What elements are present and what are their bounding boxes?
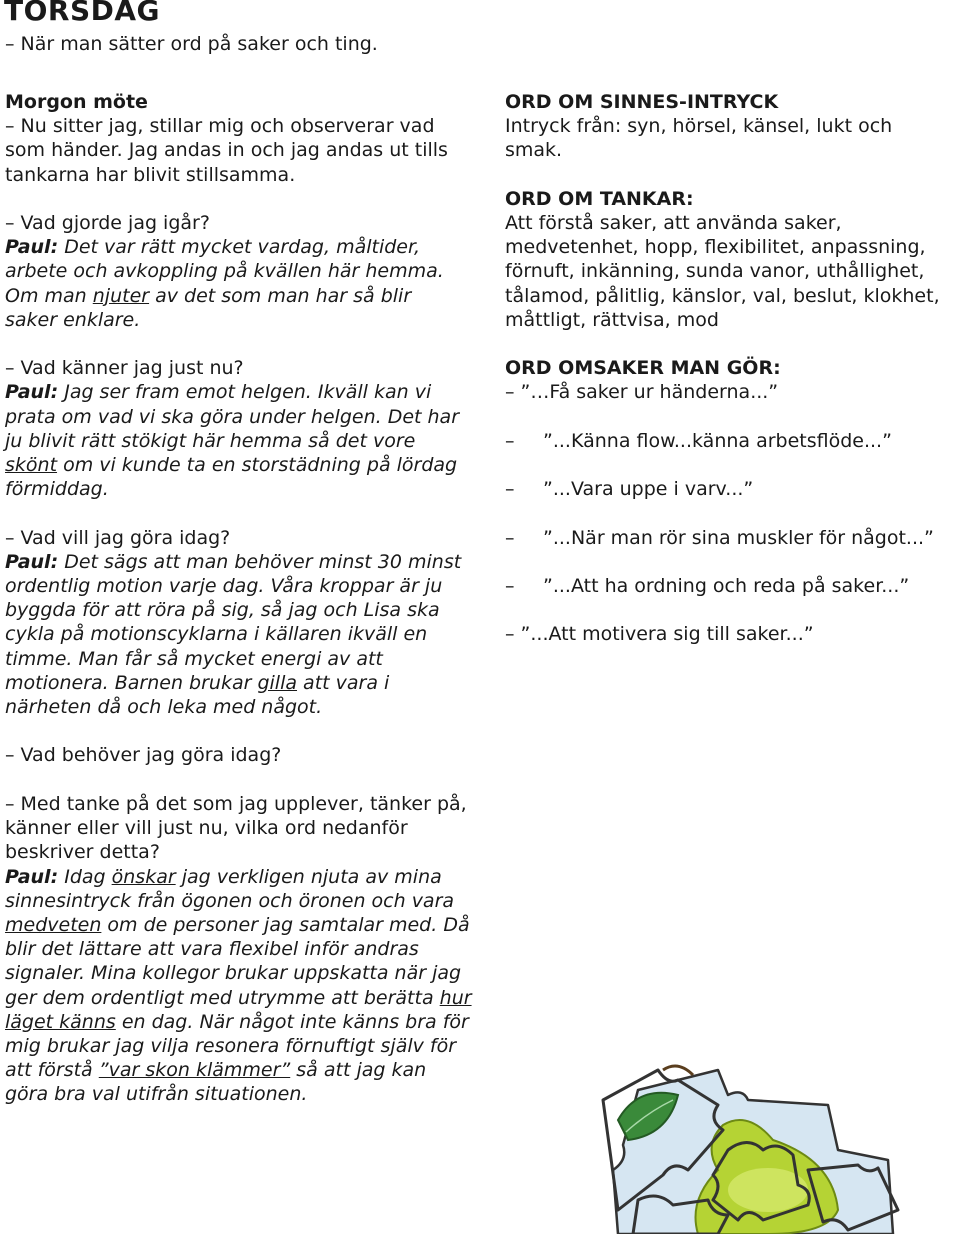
answer-words-line: Paul: Idag önskar jag verkligen njuta av mina [5, 865, 442, 888]
question-words: – Med tanke på det som jag upplever, tänker på, [5, 792, 467, 815]
speaker-label: Paul: [5, 381, 59, 404]
answer-words-line: signaler. Mina kollegor brukar uppskatta när jag [5, 962, 462, 985]
question-yesterday: – Vad gjorde jag igår? [5, 212, 210, 235]
morning-line: – Nu sitter jag, stillar mig och observerar vad [5, 115, 435, 138]
answer-words-line: mig brukar jag vilja resonera förnuftigt själv för [5, 1034, 457, 1057]
thoughts-line: medvetenhet, hopp, flexibilitet, anpassning, [505, 236, 926, 259]
answer-feel-line: skönt om vi kunde ta en storstädning på lördag [5, 454, 458, 477]
answer-feel-line: ju blivit rätt stökigt här hemma så det vore [5, 429, 416, 452]
answer-want-line: ordentlig motion varje dag. Våra kroppar är ju [5, 575, 443, 598]
answer-words-line: att förstå ”var skon klämmer” så att jag kan [5, 1059, 427, 1082]
morning-line: som händer. Jag andas in och jag andas ut tills [5, 139, 448, 162]
page-title: TORSDAG [4, 0, 161, 27]
morning-heading: Morgon möte [5, 91, 148, 113]
thoughts-line: måttligt, rättvisa, mod [505, 308, 719, 331]
answer-words-line: medveten om de personer jag samtalar med. Då [5, 913, 470, 936]
answer-words-line: göra bra val utifrån situationen. [5, 1083, 308, 1106]
doing-heading: ORD OMSAKER MAN GÖR: [505, 357, 781, 380]
question-need-today: – Vad behöver jag göra idag? [5, 744, 282, 767]
question-feel-now: – Vad känner jag just nu? [5, 357, 244, 380]
speaker-label: Paul: [5, 865, 59, 888]
answer-yesterday-line: Paul: Det var rätt mycket vardag, måltider, [5, 236, 421, 259]
doing-item: – ”...Vara uppe i varv...” [505, 478, 754, 501]
answer-words-line: blir det lättare att vara flexibel inför andras [5, 938, 419, 961]
answer-want-line: timme. Man får så mycket energi av att [5, 647, 383, 670]
question-want-today: – Vad vill jag göra idag? [5, 526, 231, 549]
question-words: känner eller vill just nu, vilka ord nedanför [5, 817, 408, 840]
morning-line: tankarna har blivit stillsamma. [5, 163, 296, 186]
answer-words-line: sinnesintryck från ögonen och öronen och vara [5, 889, 455, 912]
doing-item: – ”…Få saker ur händerna...” [505, 381, 779, 404]
answer-yesterday-line: Om man njuter av det som man har så blir [5, 284, 412, 307]
question-words: beskriver detta? [5, 841, 160, 864]
answer-yesterday-line: arbete och avkoppling på kvällen här hemma. [5, 260, 444, 283]
answer-want-line: cykla på motionscyklarna i källaren ikväll en [5, 623, 428, 646]
answer-feel-line: prata om vad vi ska göra under helgen. Det har [5, 405, 460, 428]
thoughts-line: Att förstå saker, att använda saker, [505, 212, 842, 235]
answer-feel-line: Paul: Jag ser fram emot helgen. Ikväll kan vi [5, 381, 432, 404]
senses-heading: ORD OM SINNES-INTRYCK [505, 91, 779, 113]
thoughts-line: förnuft, inkänning, sunda vanor, uthållighet, [505, 260, 925, 283]
speaker-label: Paul: [5, 236, 59, 259]
subtitle-text: – När man sätter ord på saker och ting. [5, 33, 378, 55]
speaker-label: Paul: [5, 550, 59, 573]
answer-words-line: läget känns en dag. När något inte känns bra för [5, 1010, 469, 1033]
answer-words-line: ger dem ordentligt med utrymme att berätta hur [5, 986, 472, 1009]
answer-want-line: byggda för att röra på sig, så jag och Lisa ska [5, 599, 440, 622]
doing-item: – ”...Att ha ordning och reda på saker...” [505, 575, 910, 598]
thoughts-line: tålamod, pålitlig, känslor, val, beslut, klokhet, [505, 284, 940, 307]
answer-want-line: närheten då och leka med något. [5, 696, 323, 719]
senses-text: smak. [505, 139, 563, 162]
answer-want-line: Paul: Det sägs att man behöver minst 30 minst [5, 550, 462, 573]
left-column [5, 90, 500, 1107]
answer-yesterday-line: saker enklare. [5, 308, 141, 331]
answer-want-line: motionera. Barnen brukar gilla att vara i [5, 671, 390, 694]
right-column [505, 90, 960, 647]
thoughts-heading: ORD OM TANKAR: [505, 187, 694, 210]
doing-item: – ”...Känna flow...känna arbetsflöde...” [505, 429, 892, 452]
doing-item: – ”...Att motivera sig till saker...” [505, 623, 814, 646]
doing-item: – ”...När man rör sina muskler för något...” [505, 526, 934, 549]
answer-feel-line: förmiddag. [5, 478, 109, 501]
puzzle-pear-illustration [598, 1050, 908, 1234]
senses-text: Intryck från: syn, hörsel, känsel, lukt och [505, 115, 893, 138]
subtitle [5, 32, 500, 56]
